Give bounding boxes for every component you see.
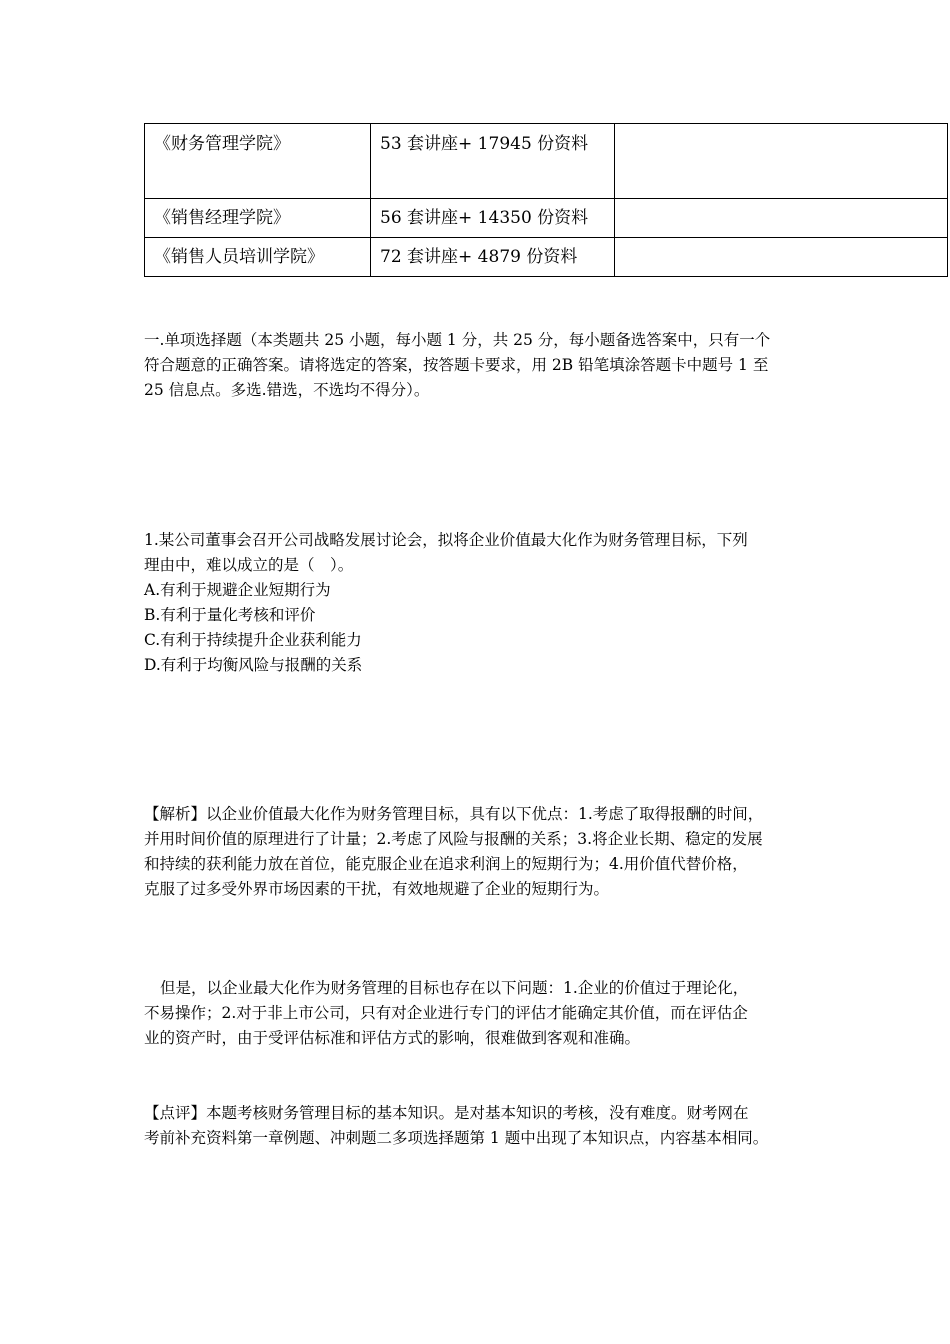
question-stem: 理由中，难以成立的是（ ）。 — [144, 556, 354, 574]
table-cell-content: 72 套讲座+ 4879 份资料 — [371, 238, 615, 277]
option-c: C.有利于持续提升企业获利能力 — [144, 631, 362, 649]
table-cell-note — [615, 124, 948, 199]
question-stem: 1.某公司董事会召开公司战略发展讨论会，拟将企业价值最大化作为财务管理目标，下列 — [144, 531, 748, 549]
table-cell-note — [615, 238, 948, 277]
however-block — [144, 976, 820, 1051]
table-row — [145, 124, 948, 199]
text-line: 符合题意的正确答案。请将选定的答案，按答题卡要求，用 2B 铅笔填涂答题卡中题号 1 至 — [144, 356, 769, 374]
table-row — [145, 199, 948, 238]
text-line: 和持续的获利能力放在首位，能克服企业在追求利润上的短期行为；4.用价值代替价格， — [144, 855, 748, 873]
option-d: D.有利于均衡风险与报酬的关系 — [144, 656, 363, 674]
table-cell-note — [615, 199, 948, 238]
option-a: A.有利于规避企业短期行为 — [144, 581, 331, 599]
text-line: 不易操作；2.对于非上市公司，只有对企业进行专门的评估才能确定其价值，而在评估企 — [144, 1004, 748, 1022]
table-cell-content: 56 套讲座+ 14350 份资料 — [371, 199, 615, 238]
text-line: 但是，以企业最大化作为财务管理的目标也存在以下问题：1.企业的价值过于理论化， — [160, 979, 749, 997]
analysis-block — [144, 802, 820, 902]
table-row — [145, 238, 948, 277]
text-line: 业的资产时，由于受评估标准和评估方式的影响，很难做到客观和准确。 — [144, 1029, 641, 1047]
text-line: 一.单项选择题（本类题共 25 小题，每小题 1 分，共 25 分，每小题备选答案中，只有一个 — [144, 331, 771, 349]
table-cell-name: 《销售人员培训学院》 — [145, 238, 371, 277]
table-cell-name: 《销售经理学院》 — [145, 199, 371, 238]
resource-table — [144, 123, 948, 277]
text-line: 【点评】本题考核财务管理目标的基本知识。是对基本知识的考核，没有难度。财考网在 — [144, 1104, 749, 1122]
question-block — [144, 528, 820, 678]
text-line: 克服了过多受外界市场因素的干扰，有效地规避了企业的短期行为。 — [144, 880, 610, 898]
text-line: 25 信息点。多选.错选，不选均不得分）。 — [144, 381, 430, 399]
text-line: 【解析】以企业价值最大化作为财务管理目标，具有以下优点：1.考虑了取得报酬的时间， — [144, 805, 764, 823]
table-cell-name: 《财务管理学院》 — [145, 124, 371, 199]
section-intro — [144, 328, 820, 403]
option-b: B.有利于量化考核和评价 — [144, 606, 316, 624]
comment-block — [144, 1101, 820, 1151]
text-line: 考前补充资料第一章例题、冲刺题二多项选择题第 1 题中出现了本知识点，内容基本相同。 — [144, 1129, 769, 1147]
table-cell-content: 53 套讲座+ 17945 份资料 — [371, 124, 615, 199]
text-line: 并用时间价值的原理进行了计量；2.考虑了风险与报酬的关系；3.将企业长期、稳定的发展 — [144, 830, 763, 848]
